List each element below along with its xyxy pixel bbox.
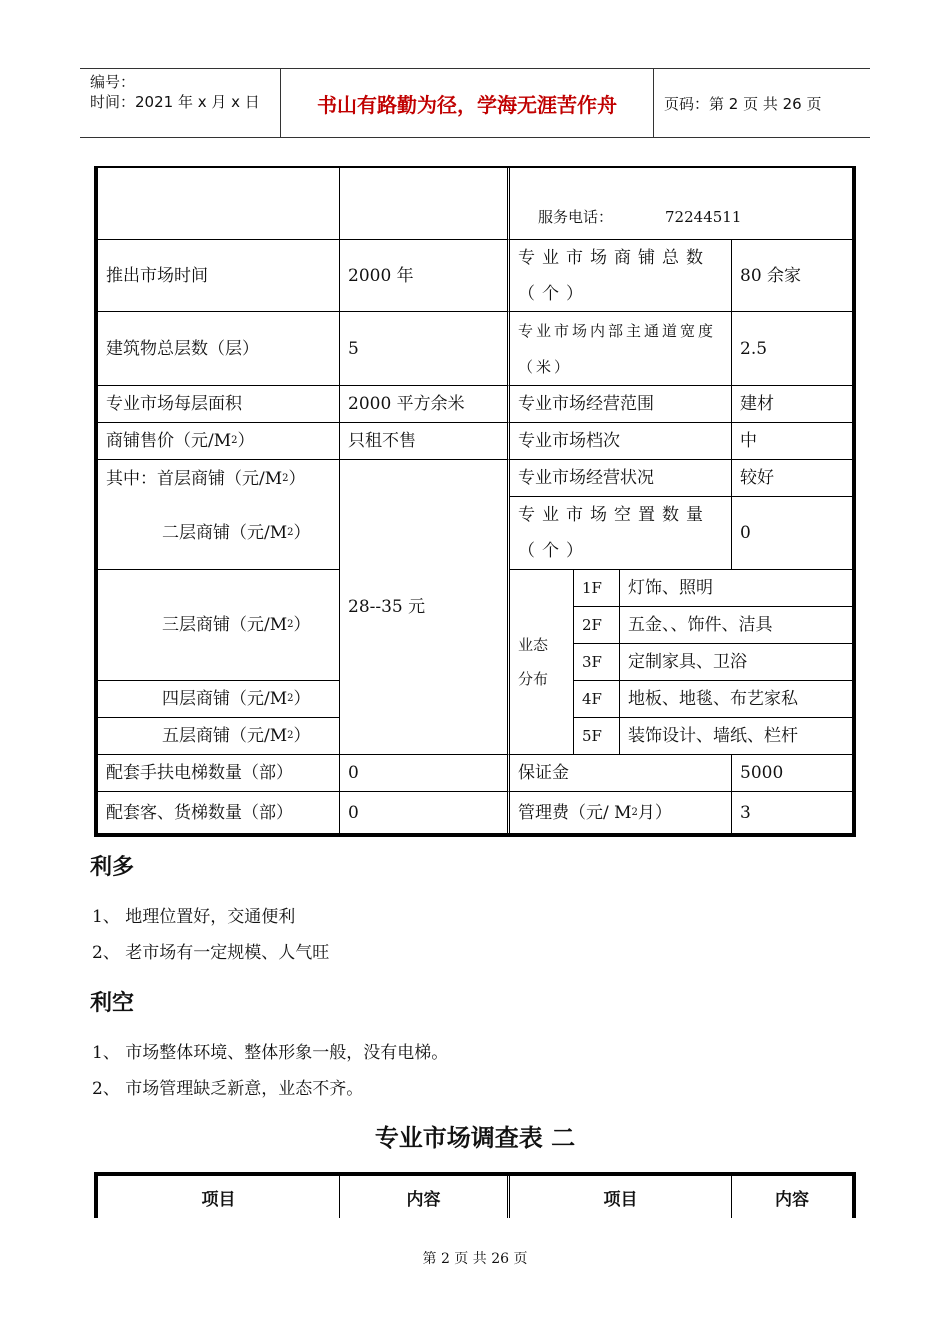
rent-value: 28--35 元 bbox=[340, 460, 510, 755]
floor4-label: 四层商铺（元/M bbox=[162, 689, 288, 709]
floor3-label: 三层商铺（元/M bbox=[162, 615, 288, 635]
vacancy-label: 专业市场空置数量（个） bbox=[510, 497, 732, 570]
total-shops-value: 80 余家 bbox=[732, 240, 852, 312]
pros-heading: 利多 bbox=[90, 855, 135, 880]
price-label-cell bbox=[98, 423, 340, 460]
layout-label: 业态分布 bbox=[510, 570, 574, 755]
pros-item-1: 1、 地理位置好，交通便利 bbox=[92, 907, 296, 927]
sup-2: 2 bbox=[231, 435, 238, 446]
floor2-label: 二层商铺（元/M bbox=[162, 523, 288, 543]
scope-value: 建材 bbox=[732, 386, 852, 423]
layout-floor-1: 1F bbox=[574, 570, 620, 607]
mgmt-fee-label-cell bbox=[510, 792, 732, 833]
header-page-number: 页码：第 2 页 共 26 页 bbox=[664, 94, 822, 113]
paren: ） bbox=[288, 468, 306, 489]
header-meta bbox=[80, 69, 281, 137]
layout-floor-3: 3F bbox=[574, 644, 620, 681]
sup-2: 2 bbox=[287, 619, 294, 630]
market-info-table bbox=[94, 166, 856, 837]
floor5-label: 五层商铺（元/M bbox=[162, 726, 288, 746]
page-footer: 第 2 页 共 26 页 bbox=[422, 1251, 528, 1267]
header-motto: 书山有路勤为径，学海无涯苦作舟 bbox=[281, 69, 654, 137]
floors-label: 建筑物总层数（层） bbox=[98, 312, 340, 386]
sup-2: 2 bbox=[282, 472, 289, 484]
cons-item-1: 1、 市场整体环境、整体形象一般，没有电梯。 bbox=[92, 1043, 449, 1063]
page-header bbox=[80, 68, 870, 138]
launch-time-value: 2000 年 bbox=[340, 240, 510, 312]
aisle-width-value: 2.5 bbox=[732, 312, 852, 386]
sup-2: 2 bbox=[287, 730, 294, 741]
deposit-value: 5000 bbox=[732, 755, 852, 792]
paren: ） bbox=[237, 431, 255, 451]
vacancy-value: 0 bbox=[732, 497, 852, 570]
floor3-label-cell bbox=[98, 570, 340, 681]
price-value: 只租不售 bbox=[340, 423, 510, 460]
paren: ） bbox=[293, 523, 311, 543]
cons-item-2: 2、 市场管理缺乏新意，业态不齐。 bbox=[92, 1079, 364, 1099]
paren: ） bbox=[293, 689, 311, 709]
layout-desc-2: 五金、、饰件、洁具 bbox=[620, 607, 852, 644]
scope-label: 专业市场经营范围 bbox=[510, 386, 732, 423]
elevator-label: 配套客、货梯数量（部） bbox=[98, 792, 340, 833]
layout-floor-5: 5F bbox=[574, 718, 620, 755]
mgmt-fee-label: 管理费（元/ M bbox=[518, 802, 632, 823]
service-phone-cell bbox=[510, 168, 852, 240]
empty-cell bbox=[340, 168, 510, 240]
floor1-label-cell bbox=[98, 460, 340, 497]
sup-2: 2 bbox=[287, 693, 294, 704]
paren: ） bbox=[293, 726, 311, 746]
doc-number: 编号： bbox=[90, 73, 136, 91]
col-header-item: 项目 bbox=[98, 1176, 340, 1218]
doc-date: 时间：2021 年 x 月 x 日 bbox=[90, 93, 260, 111]
section2-title: 专业市场调查表 二 bbox=[374, 1124, 576, 1152]
total-shops-label: 专业市场商铺总数（个） bbox=[510, 240, 732, 312]
layout-floor-2: 2F bbox=[574, 607, 620, 644]
floor5-label-cell bbox=[98, 718, 340, 755]
price-label: 商铺售价（元/M bbox=[106, 431, 232, 451]
col-header-content-2: 内容 bbox=[775, 1189, 809, 1210]
survey-table-2 bbox=[94, 1172, 856, 1218]
mgmt-fee-suffix: 月） bbox=[637, 802, 672, 823]
launch-time-label: 推出市场时间 bbox=[98, 240, 340, 312]
col-header-content: 内容 bbox=[340, 1176, 510, 1218]
sup-2: 2 bbox=[287, 527, 294, 538]
layout-desc-5: 装饰设计、墙纸、栏杆 bbox=[620, 718, 852, 755]
status-value: 较好 bbox=[732, 460, 852, 497]
paren: ） bbox=[293, 615, 311, 635]
layout-floor-4: 4F bbox=[574, 681, 620, 718]
floor4-label-cell bbox=[98, 681, 340, 718]
cons-heading: 利空 bbox=[90, 991, 135, 1016]
area-per-floor-value: 2000 平方余米 bbox=[340, 386, 510, 423]
layout-desc-3: 定制家具、卫浴 bbox=[620, 644, 852, 681]
mgmt-fee-value: 3 bbox=[740, 802, 751, 823]
escalator-label: 配套手扶电梯数量（部） bbox=[98, 755, 340, 792]
empty-cell bbox=[98, 168, 340, 240]
layout-desc-4: 地板、地毯、布艺家私 bbox=[620, 681, 852, 718]
service-phone-label: 服务电话： bbox=[538, 208, 614, 226]
grade-value: 中 bbox=[732, 423, 852, 460]
layout-desc-1: 灯饰、照明 bbox=[620, 570, 852, 607]
service-phone-value: 72244511 bbox=[665, 208, 742, 226]
status-label: 专业市场经营状况 bbox=[510, 460, 732, 497]
floors-value: 5 bbox=[340, 312, 510, 386]
grade-label: 专业市场档次 bbox=[510, 423, 732, 460]
aisle-width-label: 专业市场内部主通道宽度（米） bbox=[510, 312, 732, 386]
floor1-label: 其中：首层商铺（元/M bbox=[106, 468, 283, 489]
sup-2: 2 bbox=[631, 806, 638, 818]
elevator-value: 0 bbox=[340, 792, 510, 833]
col-header-item-2: 项目 bbox=[510, 1176, 732, 1218]
escalator-value: 0 bbox=[340, 755, 510, 792]
deposit-label: 保证金 bbox=[510, 755, 732, 792]
area-per-floor-label: 专业市场每层面积 bbox=[98, 386, 340, 423]
floor2-label-cell bbox=[98, 497, 340, 570]
pros-item-2: 2、 老市场有一定规模、人气旺 bbox=[92, 943, 330, 963]
